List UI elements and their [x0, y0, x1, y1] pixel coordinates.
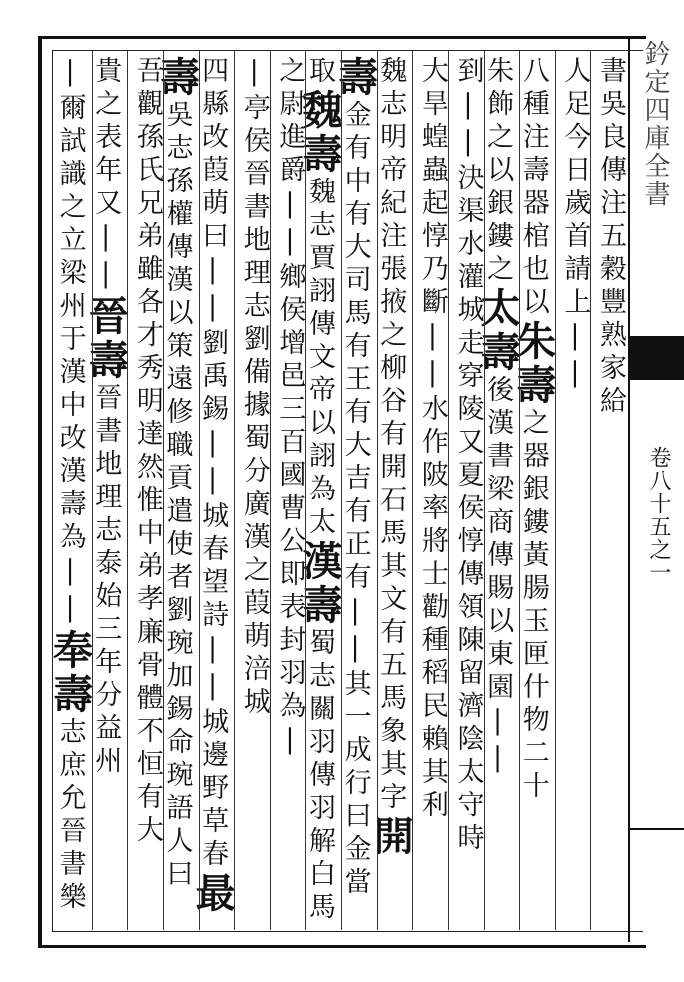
- column-rule: [519, 50, 520, 930]
- text-column: [127, 56, 161, 926]
- entry-heading: 壽: [331, 56, 379, 100]
- book-title: 鈐定四庫全書: [640, 40, 670, 208]
- text-column: [590, 56, 624, 926]
- entry-heading: 魏壽: [295, 89, 343, 177]
- column-text: 蜀志關羽傳羽解白馬: [303, 628, 335, 925]
- column-text: 吾觀孫氏兄弟雖各才秀明達然惟中弟孝廉骨體不恒有大: [131, 56, 163, 848]
- column-text: 金有中有大司馬有王有大吉有正有||其一成行曰金當: [339, 100, 371, 900]
- column-rule: [377, 50, 378, 930]
- text-column: [46, 56, 94, 926]
- column-rule: [270, 50, 271, 930]
- text-column: [234, 56, 268, 926]
- column-rule: [590, 50, 591, 930]
- margin-divider: [630, 828, 684, 830]
- column-text: 取: [303, 56, 335, 89]
- column-text: 志庶允晉書樂: [54, 717, 86, 915]
- column-text: 到||決渠水灌城走穿陵又夏侯惇傳領陳留濟陰太守時: [452, 56, 484, 856]
- column-rule: [555, 50, 556, 930]
- text-column: [474, 56, 522, 926]
- entry-heading: 最: [189, 872, 237, 916]
- entry-heading: 晉壽: [82, 295, 130, 383]
- column-text: 後漢書梁商傳賜以東園||: [482, 375, 514, 779]
- column-text: 魏志明帝紀注張掖之柳谷有開石馬其文有五馬象其字: [375, 56, 407, 815]
- center-margin-column: [628, 38, 684, 942]
- column-text: 人足今日歲首請上||: [559, 56, 591, 394]
- column-rule: [484, 50, 485, 930]
- column-rule: [199, 50, 200, 930]
- column-text: 晉書地理志泰始三年分益州: [90, 383, 122, 779]
- entry-heading: 開: [367, 815, 415, 859]
- column-rule: [234, 50, 235, 930]
- text-column: [367, 56, 415, 926]
- column-rule: [92, 50, 93, 930]
- column-rule: [341, 50, 342, 930]
- text-column: [448, 56, 482, 926]
- column-text: 魏志賈詡傳文帝以詡為太: [303, 177, 335, 540]
- column-text: 以: [517, 287, 549, 320]
- column-text: 之器銀鏤黃腸玉匣什物二十: [517, 408, 549, 804]
- column-text: 書吳良傳注五穀豐熟家給: [594, 56, 626, 419]
- entry-heading: 太壽: [474, 287, 522, 375]
- entry-heading: 奉壽: [46, 629, 94, 717]
- column-text: |爾試識之: [54, 56, 86, 225]
- fishtail-mark: [630, 336, 684, 380]
- text-column: [153, 56, 201, 926]
- column-rule: [305, 50, 306, 930]
- text-column: [295, 56, 343, 926]
- column-text: 四縣改葭萌曰||劉禹錫||城春望詩||城邊野草春: [197, 56, 229, 872]
- column-text: |亭侯晉書地理志劉備據蜀分廣漢之葭萌涪城: [238, 56, 270, 720]
- column-text: 貴之表年又||: [90, 56, 122, 295]
- column-text: 立梁州于漢中改漢壽為||: [54, 225, 86, 629]
- text-column: [270, 56, 304, 926]
- text-column: [509, 56, 557, 926]
- juan-label: 卷八十五之一: [646, 446, 671, 584]
- column-text: 大旱蝗蟲起惇乃斷||水作陂率將士勸種稻民賴其利: [416, 56, 448, 823]
- column-text: 朱飾之以銀鏤之: [482, 56, 514, 287]
- column-rule: [127, 50, 128, 930]
- column-rule: [448, 50, 449, 930]
- column-rule: [163, 50, 164, 930]
- entry-heading: 漢壽: [295, 540, 343, 628]
- column-text: 八種注壽器棺也: [517, 56, 549, 287]
- entry-heading: 朱壽: [509, 320, 557, 408]
- text-column: [555, 56, 589, 926]
- text-column: [412, 56, 446, 926]
- entry-heading: 壽: [153, 56, 201, 100]
- column-rule: [412, 50, 413, 930]
- text-column: [82, 56, 130, 926]
- column-text: 之尉進爵||鄉侯增邑三百國曹公即表封羽為|: [274, 56, 306, 761]
- text-column: [331, 56, 379, 926]
- column-text: 吳志孫權傳漢以策遠修職貢遣使者劉琬加錫命琬語人曰: [161, 100, 193, 892]
- text-column: [189, 56, 237, 926]
